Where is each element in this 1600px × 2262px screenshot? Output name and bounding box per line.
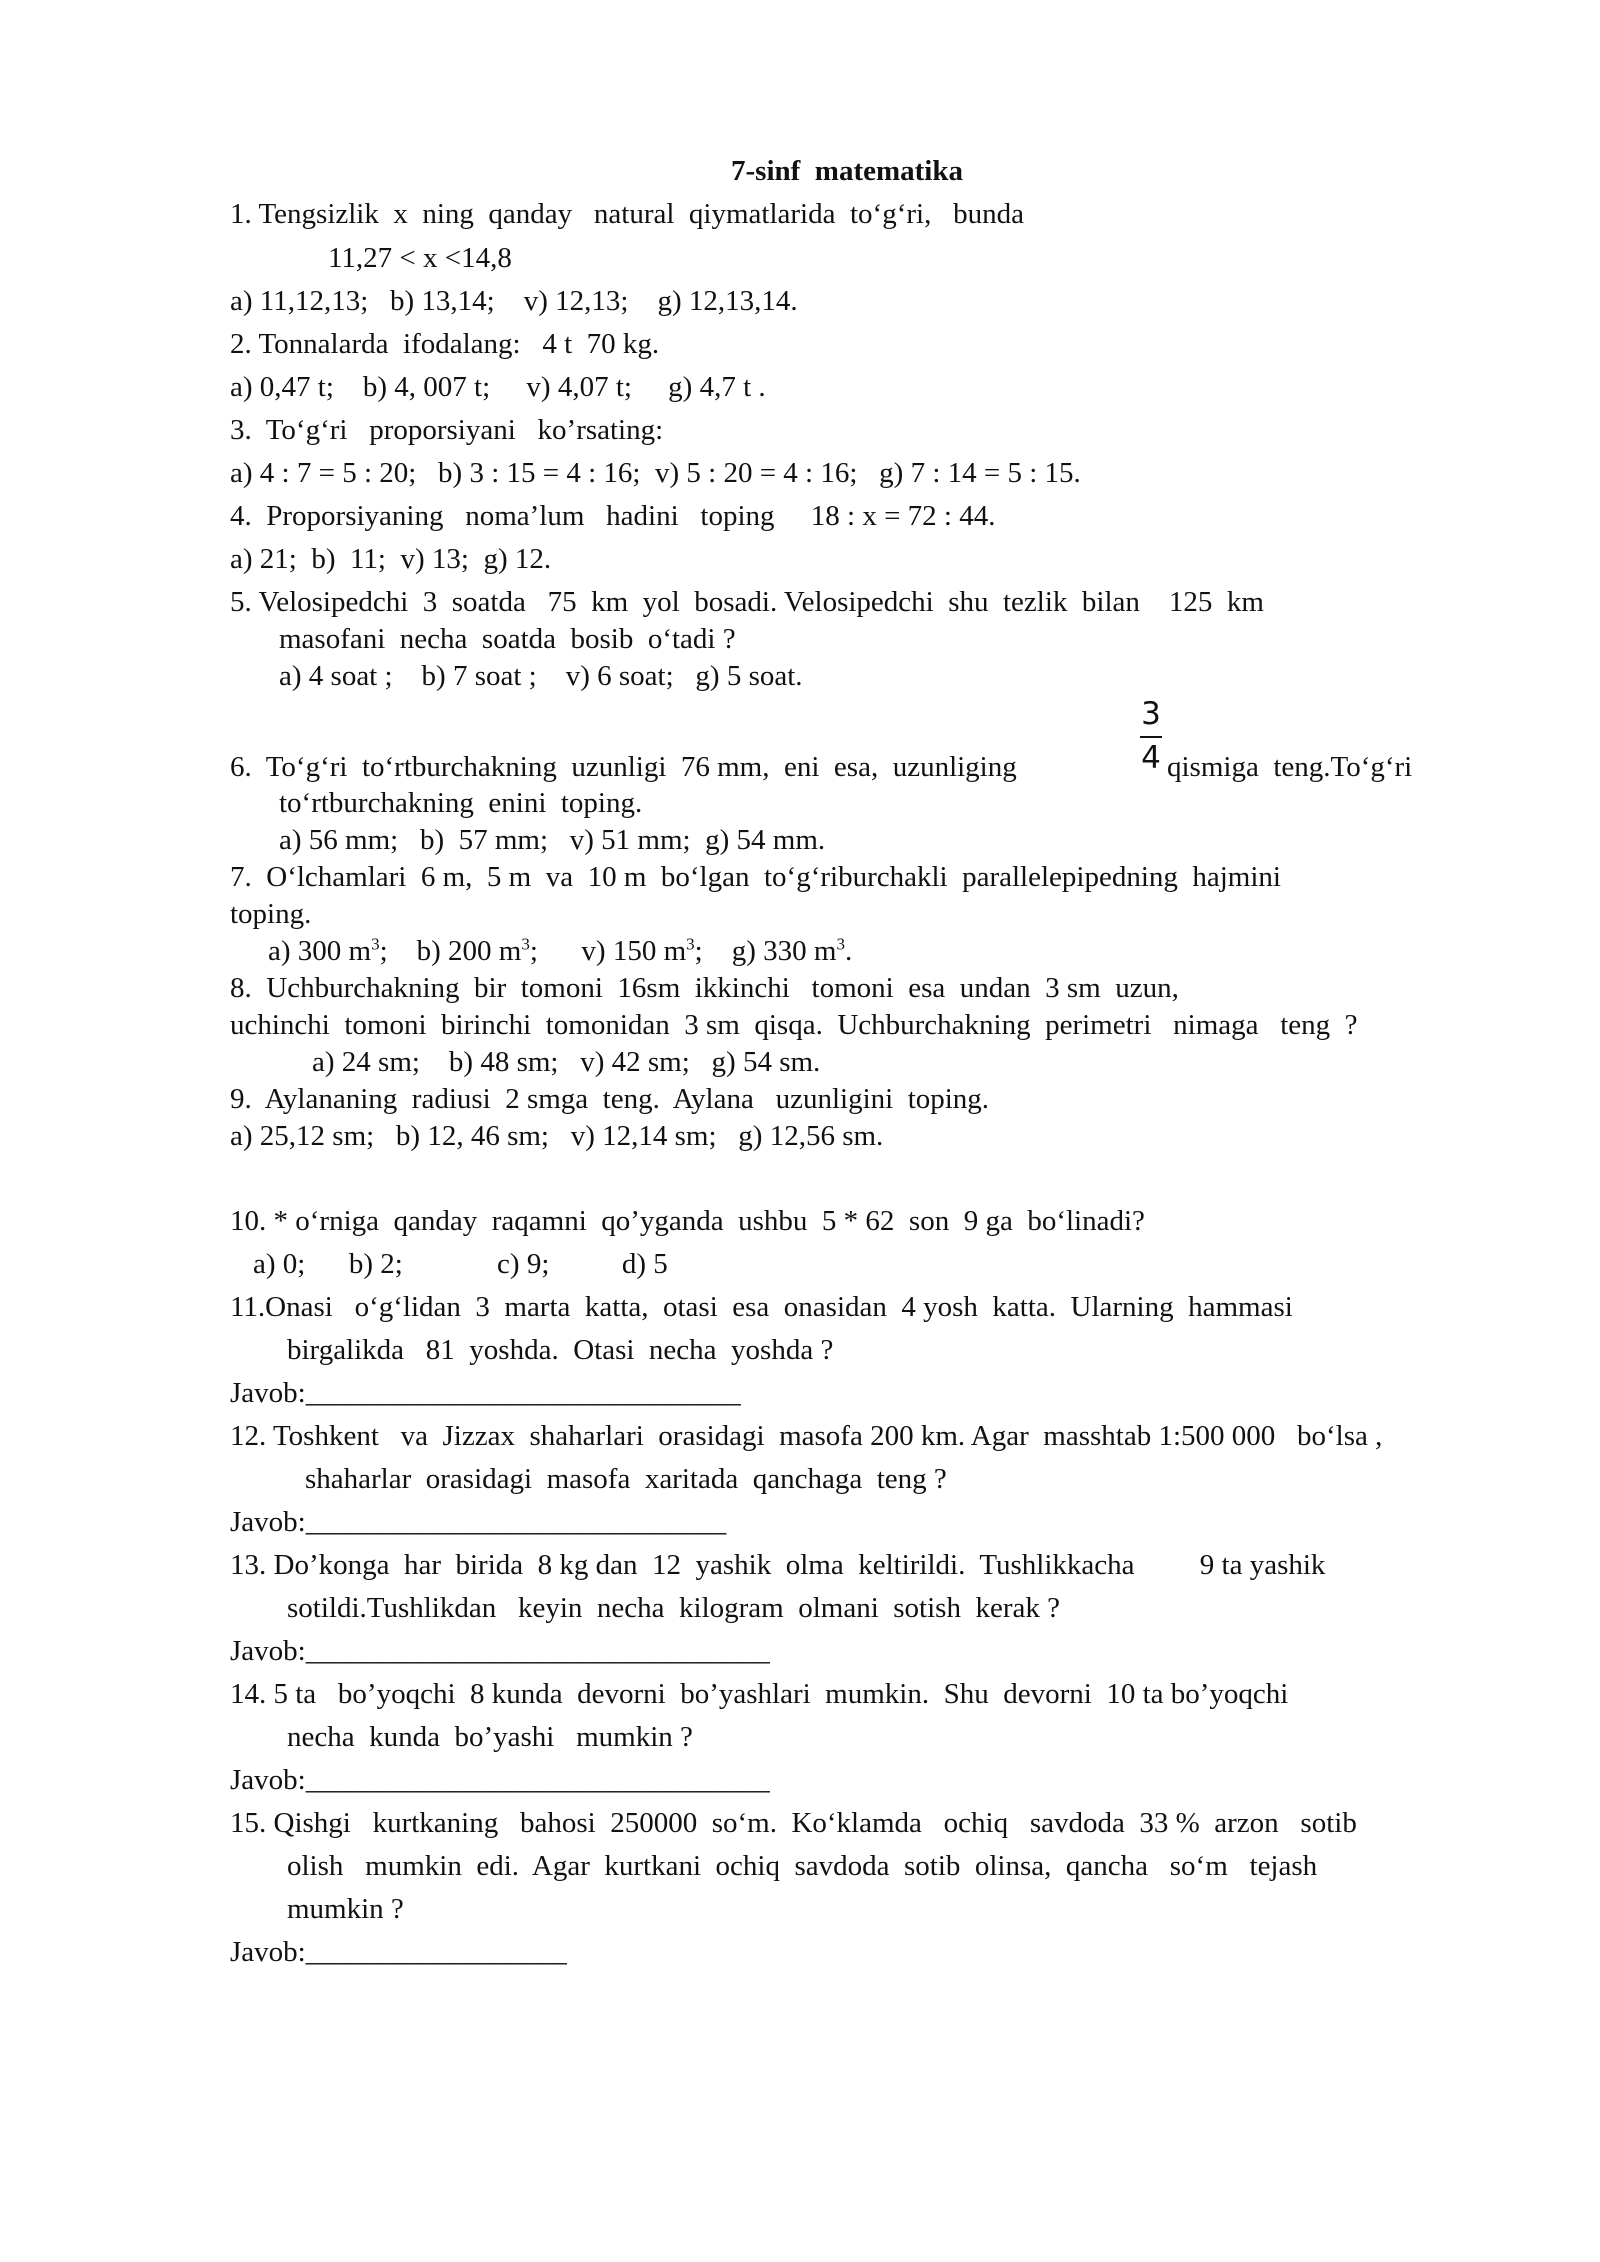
question-5-continued: masofani necha soatda bosib o‘tadi ? bbox=[279, 623, 736, 655]
question-14: 14. 5 ta bo’yoqchi 8 kunda devorni bo’yashlari mumkin. Shu devorni 10 ta bo’yoqchi bbox=[230, 1678, 1289, 1710]
question-1-options: a) 11,12,13; b) 13,14; v) 12,13; g) 12,13,14. bbox=[230, 285, 798, 317]
question-15-continued-2: mumkin ? bbox=[287, 1893, 404, 1925]
answer-line-12[interactable]: Javob:_____________________________ bbox=[230, 1506, 727, 1538]
fraction-numerator: 3 bbox=[1141, 696, 1161, 732]
question-7-continued: toping. bbox=[230, 898, 312, 930]
question-5: 5. Velosipedchi 3 soatda 75 km yol bosadi. Velosipedchi shu tezlik bilan 125 km bbox=[230, 586, 1264, 618]
question-8-continued: uchinchi tomoni birinchi tomonidan 3 sm qisqa. Uchburchakning perimetri nimaga teng ? bbox=[230, 1009, 1358, 1041]
question-9-options: a) 25,12 sm; b) 12, 46 sm; v) 12,14 sm; g) 12,56 sm. bbox=[230, 1120, 884, 1152]
question-15-continued: olish mumkin edi. Agar kurtkani ochiq savdoda sotib olinsa, qancha so‘m tejash bbox=[287, 1850, 1318, 1882]
question-9: 9. Aylananing radiusi 2 smga teng. Aylana uzunligini toping. bbox=[230, 1083, 990, 1115]
question-2-options: a) 0,47 t; b) 4, 007 t; v) 4,07 t; g) 4,7 t . bbox=[230, 371, 766, 403]
question-8: 8. Uchburchakning bir tomoni 16sm ikkinchi tomoni esa undan 3 sm uzun, bbox=[230, 972, 1179, 1004]
question-6-after-fraction: qismiga teng.To‘g‘ri bbox=[1167, 751, 1413, 783]
question-13: 13. Do’konga har birida 8 kg dan 12 yashik olma keltirildi. Tushlikkacha 9 ta yashik bbox=[230, 1549, 1326, 1581]
question-3: 3. To‘g‘ri proporsiyani ko’rsating: bbox=[230, 414, 664, 446]
question-6-continued: to‘rtburchakning enini toping. bbox=[279, 787, 643, 819]
question-1: 1. Tengsizlik x ning qanday natural qiymatlarida to‘g‘ri, bunda bbox=[230, 198, 1024, 230]
answer-line-15[interactable]: Javob:__________________ bbox=[230, 1936, 567, 1968]
question-7-options: a) 300 $m^3$; b) 200 $m^3$; v) 150 $m^3$; g) 330 $m^3$. bbox=[268, 934, 853, 967]
question-3-options: a) 4 : 7 = 5 : 20; b) 3 : 15 = 4 : 16; v) 5 : 20 = 4 : 16; g) 7 : 14 = 5 : 15. bbox=[230, 457, 1081, 489]
question-10-options: a) 0; b) 2; c) 9; d) 5 bbox=[253, 1248, 668, 1280]
question-8-options: a) 24 sm; b) 48 sm; v) 42 sm; g) 54 sm. bbox=[312, 1046, 821, 1078]
question-14-continued: necha kunda bo’yashi mumkin ? bbox=[287, 1721, 693, 1753]
question-7: 7. O‘lchamlari 6 m, 5 m va 10 m bo‘lgan to‘g‘riburchakli parallelepipedning hajmini bbox=[230, 861, 1281, 893]
answer-line-14[interactable]: Javob:________________________________ bbox=[230, 1764, 770, 1796]
question-12: 12. Toshkent va Jizzax shaharlari orasidagi masofa 200 km. Agar masshtab 1:500 000 bo‘lsa , bbox=[230, 1420, 1383, 1452]
answer-line-13[interactable]: Javob:________________________________ bbox=[230, 1635, 770, 1667]
question-15: 15. Qishgi kurtkaning bahosi 250000 so‘m. Ko‘klamda ochiq savdoda 33 % arzon sotib bbox=[230, 1807, 1357, 1839]
question-13-continued: sotildi.Tushlikdan keyin necha kilogram olmani sotish kerak ? bbox=[287, 1592, 1060, 1624]
question-2: 2. Tonnalarda ifodalang: 4 t 70 kg. bbox=[230, 328, 660, 360]
question-11-continued: birgalikda 81 yoshda. Otasi necha yoshda ? bbox=[287, 1334, 834, 1366]
question-10: 10. * o‘rniga qanday raqamni qo’yganda ushbu 5 * 62 son 9 ga bo‘linadi? bbox=[230, 1205, 1145, 1237]
question-4-options: a) 21; b) 11; v) 13; g) 12. bbox=[230, 543, 552, 575]
fraction-denominator: 4 bbox=[1141, 740, 1161, 776]
question-6-options: a) 56 mm; b) 57 mm; v) 51 mm; g) 54 mm. bbox=[279, 824, 826, 856]
fraction-bar bbox=[1140, 736, 1162, 738]
question-11: 11.Onasi o‘g‘lidan 3 marta katta, otasi esa onasidan 4 yosh katta. Ularning hammasi bbox=[230, 1291, 1293, 1323]
answer-line-11[interactable]: Javob:______________________________ bbox=[230, 1377, 741, 1409]
question-6: 6. To‘g‘ri to‘rtburchakning uzunligi 76 mm, eni esa, uzunliging bbox=[230, 751, 1017, 783]
page-title: 7-sinf matematika bbox=[731, 155, 963, 187]
question-4: 4. Proporsiyaning noma’lum hadini toping 18 : x = 72 : 44. bbox=[230, 500, 996, 532]
question-12-continued: shaharlar orasidagi masofa xaritada qanchaga teng ? bbox=[305, 1463, 947, 1495]
question-1-condition: 11,27 < x <14,8 bbox=[328, 242, 512, 274]
question-5-options: a) 4 soat ; b) 7 soat ; v) 6 soat; g) 5 soat. bbox=[279, 660, 803, 692]
